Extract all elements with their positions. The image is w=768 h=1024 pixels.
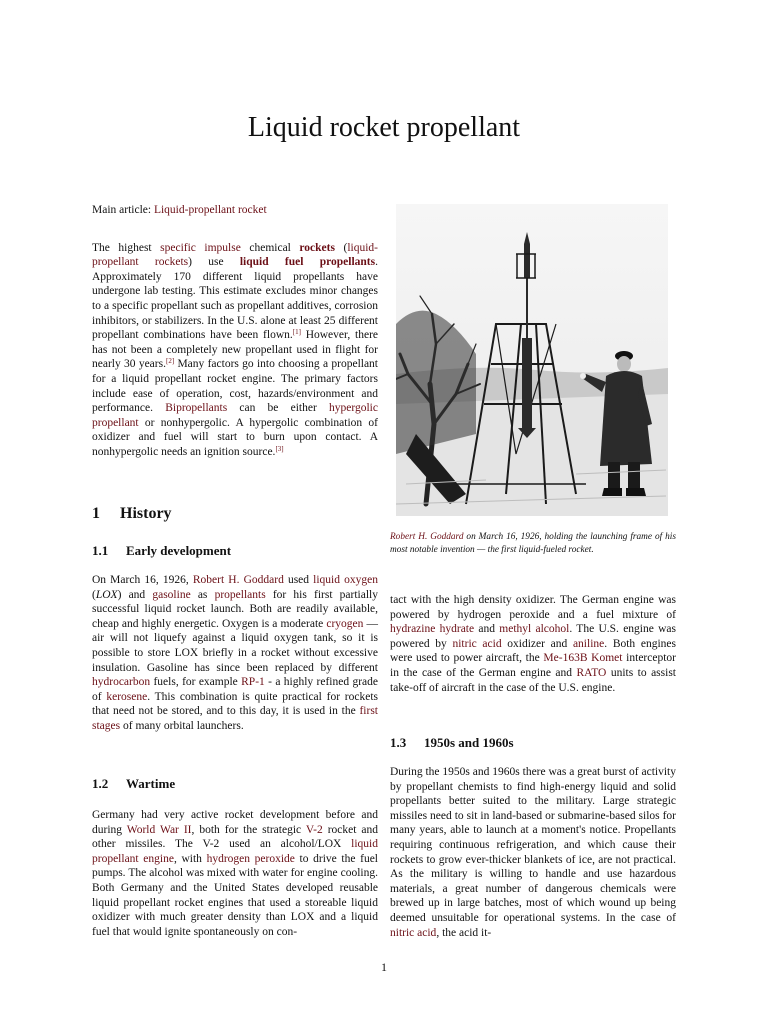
section-heading-history: 1 History: [92, 505, 172, 522]
intro-paragraph: The highest specific impulse chemical rockets (liquid-propellant rockets) use liquid fuel propellants. Approximately 170 different liquid propellants have undergone lab testing. This estimate excludes minor changes to a specific propellant such as propellant additives, corrosion inhibitors, or stabilizers. In the U.S. alone at least 25 different propellant combinations have been flown.[1] However, there has not been a completely new propellant used in flight for nearly 30 years.[2] Many factors go into choosing a propellant for a liquid propellant rocket engine. The primary factors include ease of operation, cost, hazards/environment and performance. Bipropellants can be either hypergolic propellant or nonhypergolic. A hypergolic combination of oxidizer and fuel will start to burn upon contact. A nonhypergolic needs an ignition source.[3]: [92, 241, 379, 458]
subsection-heading-wartime: 1.2 Wartime: [92, 776, 176, 791]
link-propellants[interactable]: propellants: [214, 588, 266, 601]
caption-link-robert-goddard[interactable]: Robert H. Goddard: [390, 532, 464, 542]
left-column: [92, 200, 378, 460]
link-liquid-propellant-rockets[interactable]: liquid-propellant rockets: [92, 241, 378, 269]
link-hypergolic-propellant[interactable]: hypergolic propellant: [92, 402, 378, 429]
wartime-continued-paragraph: tact with the high density oxidizer. The German engine was powered by hydrogen peroxide and a fuel mixture of hydrazine hydrate and methyl alcohol. The U.S. engine was powered by nitric acid oxidizer and aniline. Both engines were used to power aircraft, the Me-163B Komet interceptor in the case of the German engine and RATO units to assist take-off of aircraft in the case of the U.S. engine.: [390, 594, 677, 694]
figure-caption: Robert H. Goddard on March 16, 1926, holding the launching frame of his most notable invention — the first liquid-fueled rocket.: [390, 532, 676, 556]
reference-3[interactable]: [3]: [275, 444, 284, 453]
link-specific-impulse[interactable]: specific impulse: [160, 241, 241, 254]
link-kerosene[interactable]: kerosene: [106, 690, 148, 703]
wartime-body: [92, 808, 378, 939]
page-number: 1: [381, 960, 387, 974]
link-liquid-oxygen[interactable]: liquid oxygen: [313, 574, 378, 586]
link-gasoline[interactable]: gasoline: [152, 588, 191, 601]
link-rato[interactable]: RATO: [576, 666, 607, 679]
wartime-continued: [390, 593, 676, 695]
link-methyl-alcohol[interactable]: methyl alcohol: [499, 623, 570, 636]
link-first-stages[interactable]: first stages: [92, 705, 378, 732]
link-me-163b-komet[interactable]: Me-163B Komet: [543, 652, 623, 665]
link-v-2[interactable]: V-2: [305, 823, 323, 836]
link-nitric-acid[interactable]: nitric acid: [452, 637, 502, 650]
link-cryogen[interactable]: cryogen: [326, 617, 364, 630]
link-rockets[interactable]: rockets: [299, 241, 335, 254]
1950s-body: [390, 765, 676, 940]
wartime-paragraph: Germany had very active rocket development before and during World War II, both for the strategic V-2 rocket and other missiles. The V-2 used an alcohol/LOX liquid propellant engine, with hydrogen peroxide to drive the fuel pumps. The alcohol was mixed with water for engine cooling. Both Germany and the United States developed reusable liquid propellant rocket engines that used a storeable liquid oxidizer with much greater density than LOX and a liquid fuel that would ignite spontaneously on con-: [92, 809, 379, 938]
link-world-war-ii[interactable]: World War II: [126, 823, 192, 836]
main-article-link[interactable]: Liquid-propellant rocket: [153, 204, 267, 216]
link-hydrocarbon[interactable]: hydrocarbon: [92, 676, 151, 689]
link-nitric-acid-2[interactable]: nitric acid: [390, 926, 437, 939]
subsection-heading-1950s-1960s: 1.3 1950s and 1960s: [390, 735, 514, 750]
reference-1[interactable]: [1]: [292, 328, 301, 337]
link-robert-goddard[interactable]: Robert H. Goddard: [192, 574, 284, 586]
reference-2[interactable]: [2]: [165, 357, 175, 366]
goddard-rocket-photograph: [396, 204, 668, 516]
link-liquid-propellant-engine[interactable]: liquid propellant engine: [92, 838, 378, 865]
link-bipropellants[interactable]: Bipropellants: [165, 402, 228, 415]
early-development-body: [92, 573, 378, 734]
early-development-paragraph: On March 16, 1926, Robert H. Goddard used liquid oxygen (LOX) and gasoline as propellants for his first partially successful liquid rocket launch. Both are readily available, cheap and highly energetic. Oxygen is a moderate cryogen — air will not liquefy against a liquid oxygen tank, so it is possible to store LOX briefly in a rocket without excessive insulation. Gasoline has since been replaced by different hydrocarbon fuels, for example RP-1 - a highly refined grade of kerosene. This combination is quite practical for rockets that need not be stored, and to this day, it is used in the first stages of many orbital launchers.: [92, 574, 379, 732]
page-title: Liquid rocket propellant: [247, 112, 521, 143]
subsection-heading-early-development: 1.1 Early development: [92, 543, 232, 558]
link-hydrogen-peroxide[interactable]: hydrogen peroxide: [206, 852, 295, 865]
link-rp-1[interactable]: RP-1: [241, 676, 265, 689]
link-aniline[interactable]: aniline: [572, 637, 605, 650]
main-article-note: Main article: Liquid-propellant rocket: [92, 204, 267, 216]
goddard-photo: [396, 204, 668, 516]
1950s-paragraph: During the 1950s and 1960s there was a great burst of activity by propellant chemists to find high-energy liquid and solid propellants better suited to the military. Large strategic missiles need to sit in land-based or submarine-based silos for many years, able to launch at a moment's notice. Propellants requiring continuous refrigeration, and which cause their rockets to grow ever-thicker blankets of ice, are not practical. As the military is willing to handle and use hazardous materials, a great number of dangerous chemicals were brewed up in large batches, most of which wound up being deemed unsuitable for operational systems. In the case of nitric acid, the acid it-: [390, 766, 676, 939]
link-liquid-fuel-propellants[interactable]: liquid fuel propellants: [239, 256, 376, 269]
link-hydrazine-hydrate[interactable]: hydrazine hydrate: [390, 623, 475, 636]
